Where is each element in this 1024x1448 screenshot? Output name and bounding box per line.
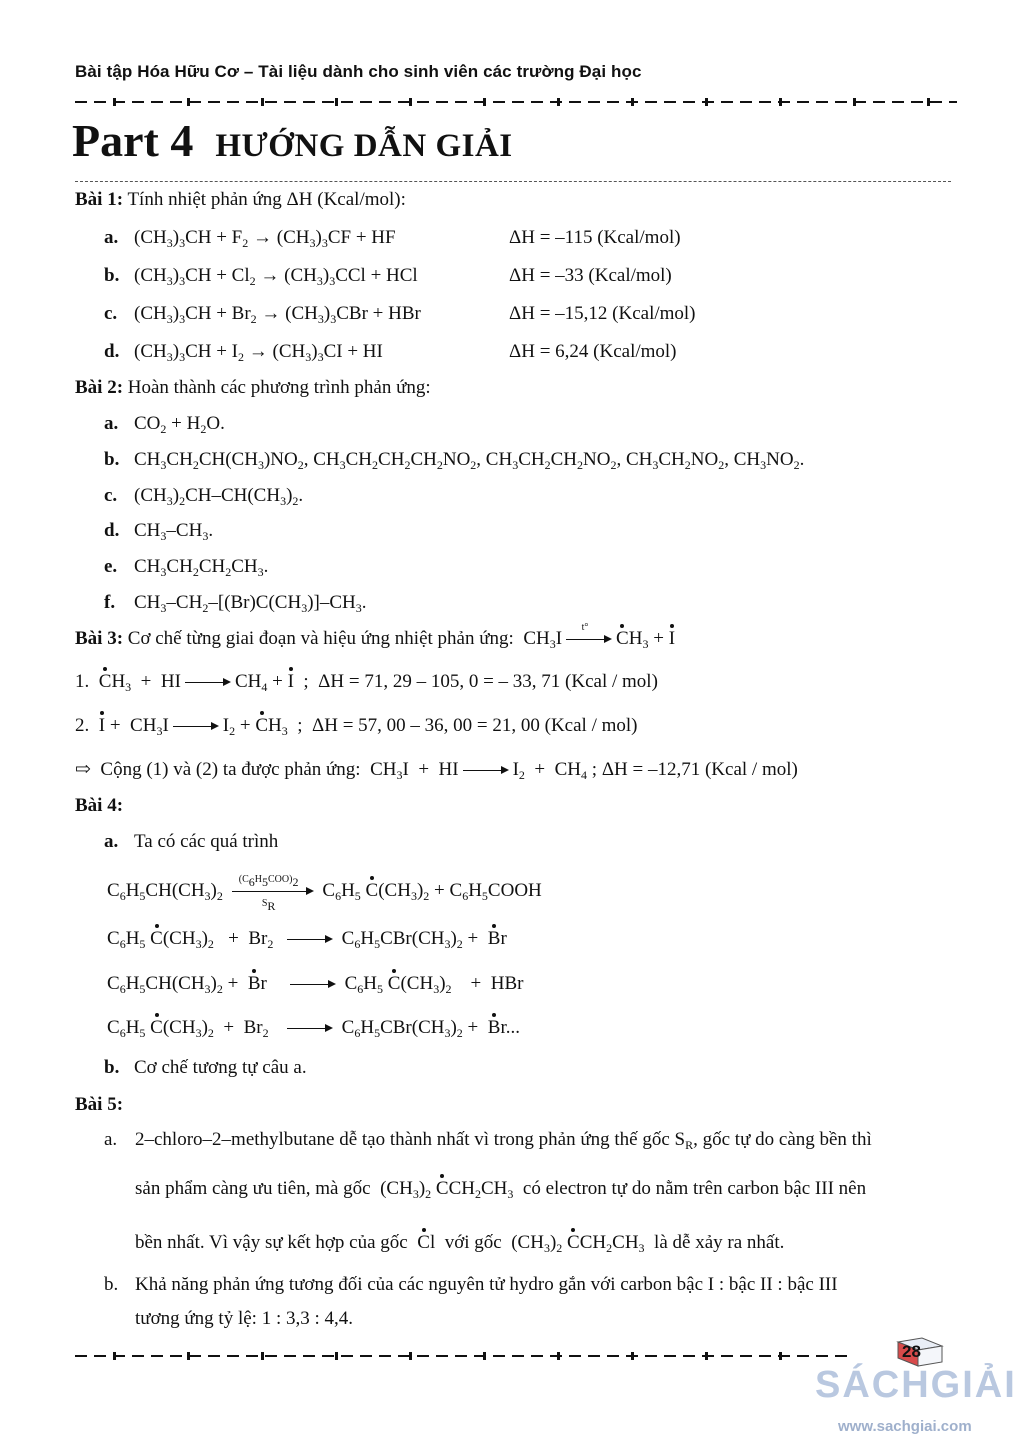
bai1-dh-d: ΔH = 6,24 (Kcal/mol)	[509, 341, 677, 362]
bai3-step1-dh: ΔH = 71, 29 – 105, 0 = – 33, 71 (Kcal / mol)	[318, 671, 658, 692]
part-subtitle: HƯỚNG DẪN GIẢI	[215, 128, 513, 164]
bai1-dh-c: ΔH = –15,12 (Kcal/mol)	[509, 303, 696, 324]
bai5-b-line2: tương ứng tỷ lệ: 1 : 3,3 : 4,4.	[135, 1308, 353, 1329]
bai4-eq3: $C_6H_5CH(CH_3)_2 + Br$ $C_6H_5$ $C(CH_3)_2$ + HBr	[107, 973, 524, 996]
bai1-dh-b: ΔH = –33 (Kcal/mol)	[509, 265, 672, 286]
watermark-url: www.sachgiai.com	[838, 1418, 972, 1435]
bai4-a: a. Ta có các quá trình	[104, 831, 279, 852]
bai3-heading: Bài 3: Cơ chế từng giai đoạn và hiệu ứng nhiệt phản ứng: $CH_3I$ t° $CH_3 + I$	[75, 621, 676, 651]
bai5-a-label: a.	[104, 1129, 118, 1150]
watermark-logo: SÁCHGIẢI	[815, 1364, 1017, 1406]
bai1-item-d: d. $(CH_3)_3CH + I_2 \to (CH_3)_3CI$ + HI	[104, 341, 383, 364]
bai1-heading	[75, 188, 406, 212]
bai3-text: Cơ chế từng giai đoạn và hiệu ứng nhiệt phản ứng:	[127, 628, 514, 649]
bai1-text: Tính nhiệt phản ứng ΔH (Kcal/mol):	[127, 189, 406, 210]
bai5-b-label: b.	[104, 1274, 119, 1295]
title-divider	[75, 181, 951, 182]
bai4-heading: Bài 4:	[75, 795, 124, 816]
header-divider	[75, 98, 957, 106]
bai3-sum: ⇨ Cộng (1) và (2) ta được phản ứng: $CH_3I$ + HI $I_2 + CH_4$ ; ΔH = –12,71 (Kcal / mol)	[75, 759, 798, 782]
bai1-dh-a: ΔH = –115 (Kcal/mol)	[509, 227, 681, 248]
bai1-item-a: a. $(CH_3)_3CH + F_2 \to (CH_3)_3CF$ + HF	[104, 227, 396, 250]
bai2-item-e: e. $CH_3CH_2CH_2CH_3$.	[104, 556, 269, 579]
bai2-item-a: a. $CO_2 + H_2O$.	[104, 413, 225, 436]
bai1-item-c: c. $(CH_3)_3CH + Br_2 \to (CH_3)_3CBr$ + HBr	[104, 303, 421, 326]
arrow-right-icon: ⇨	[75, 759, 91, 780]
bai5-heading: Bài 5:	[75, 1094, 124, 1115]
bai2-heading	[75, 376, 431, 400]
bai3-step1: 1. $CH_3$ + HI $CH_4 + I$ ; ΔH = 71, 29 – 105, 0 = – 33, 71 (Kcal / mol)	[75, 671, 658, 694]
bai1-label: Bài 1:	[75, 189, 124, 210]
bai4-b: b. Cơ chế tương tự câu a.	[104, 1057, 307, 1078]
bai5-a-line2: sản phẩm càng ưu tiên, mà gốc $(CH_3)_2$ $CCH_2CH_3$ có electron tự do nằm trên carbon bậc III nên	[135, 1178, 867, 1201]
bai3-label: Bài 3:	[75, 628, 124, 649]
page-number: 28	[902, 1342, 921, 1361]
running-header: Bài tập Hóa Hữu Cơ – Tài liệu dành cho sinh viên các trường Đại học	[75, 62, 642, 81]
bai2-text: Hoàn thành các phương trình phản ứng:	[127, 377, 431, 398]
bai3-sum-dh: ΔH = –12,71 (Kcal / mol)	[601, 759, 798, 780]
bai5-a-line3: bền nhất. Vì vậy sự kết hợp của gốc Cl với gốc $(CH_3)_2$ $CCH_2CH_3$ là dễ xảy ra nhất.	[135, 1232, 785, 1255]
bai5-a-line1: 2–chloro–2–methylbutane dễ tạo thành nhất vì trong phản ứng thế gốc $S_R$, gốc tự do càng bền thì	[135, 1129, 872, 1152]
page-title	[72, 114, 513, 167]
bai4-eq2: $C_6H_5$ $C(CH_3)_2 + Br_2$ $C_6H_5CBr(CH_3)_2 + Br$	[107, 928, 507, 951]
bai2-item-c: c. $(CH_3)_2CH-CH(CH_3)_2$.	[104, 485, 304, 508]
bai4-eq1: $C_6H_5CH(CH_3)_2$ $(C_6H_5COO)_2$ $S_R$ $C_6H_5$ $C(CH_3)_2$ + $C_6H_5COOH$	[107, 873, 542, 913]
bai3-step2-dh: ΔH = 57, 00 – 36, 00 = 21, 00 (Kcal / mol)	[312, 715, 638, 736]
bai1-item-b: b. $(CH_3)_3CH + Cl_2 \to (CH_3)_3CCl$ + HCl	[104, 265, 418, 288]
bai2-item-f: f. $CH_3-CH_2-[(Br)C(CH_3)]-CH_3$.	[104, 592, 367, 615]
bai4-eq4: $C_6H_5$ $C(CH_3)_2 + Br_2$ $C_6H_5CBr(CH_3)_2 + Br$...	[107, 1017, 520, 1040]
bai2-label: Bài 2:	[75, 377, 124, 398]
bai3-step2: 2. $I + CH_3I$ $I_2 + CH_3$ ; ΔH = 57, 00 – 36, 00 = 21, 00 (Kcal / mol)	[75, 715, 638, 738]
bai2-item-d: d. $CH_3-CH_3$.	[104, 520, 214, 543]
bai5-b-line1: Khả năng phản ứng tương đối của các nguyên tử hydro gắn với carbon bậc I : bậc II : bậc III	[135, 1274, 838, 1295]
footer-divider	[75, 1352, 850, 1360]
bai2-item-b: b. $CH_3CH_2CH(CH_3)NO_2$, $CH_3CH_2CH_2CH_2NO_2$, $CH_3CH_2CH_2NO_2$, $CH_3CH_2NO_2$, $CH_3NO_2$.	[104, 449, 805, 472]
part-number: Part 4	[72, 115, 194, 166]
